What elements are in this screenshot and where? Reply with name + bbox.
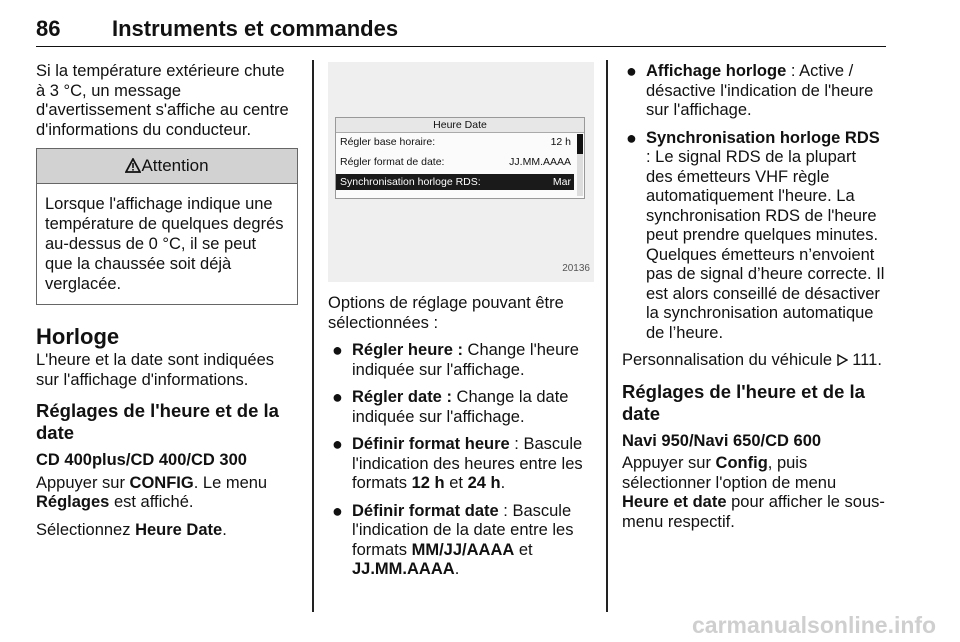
text: , puis sélectionner l'option de menu [622,454,837,492]
reglages-heading: Réglages de l'heure et de la date [36,400,279,443]
column-1 [36,62,298,548]
text: : Active / désactive l'indication de l'heure sur l'affichage. [646,62,874,119]
display-screen [335,117,585,199]
term: Synchronisation horloge RDS [646,128,880,147]
term: Définir format date [352,501,499,520]
scrollbar [577,134,583,196]
heure-date-term: Heure Date [135,520,223,539]
row-label: Régler format de date: [340,156,445,168]
text: Appuyer sur [36,473,130,492]
column-3 [622,62,886,540]
perso-paragraph [622,351,886,371]
bullet-icon: ● [626,127,637,148]
watermark: carmanualsonline.info [692,612,937,638]
reglages-heading: Réglages de l'heure et de la date [622,380,865,424]
page-number: 86 [36,16,61,41]
screen-figure [328,62,594,282]
text: Change la date indiquée sur l'affichage. [352,388,569,426]
navi-heading: Navi 950/Navi 650/CD 600 [622,431,822,450]
column-divider [312,60,314,612]
text: Appuyer sur [622,454,716,472]
list-item [328,502,594,580]
screen-row [336,134,574,150]
config-term: CONFIG [129,473,194,492]
text: . [454,560,460,578]
text: Sélectionnez [36,520,136,539]
text: . [500,474,506,492]
intro-paragraph: Si la température extérieure chute à 3 °C, un message d'avertissement s'affiche au centre d'informations du conducteur. [36,62,289,139]
attention-box [36,148,298,305]
term: Définir format heure [352,435,510,453]
term: Régler heure : [352,341,463,359]
bullet-icon: ● [332,500,343,521]
list-item [328,341,594,380]
term: Affichage horloge [646,62,787,80]
bullet-icon: ● [332,340,343,360]
reglages-term: Réglages [36,493,110,511]
term: MM/JJ/AAAA [411,540,515,559]
text: . [222,520,227,539]
horloge-paragraph: L'heure et la date sont indiquées sur l'affichage d'informations. [36,351,274,389]
column-divider [606,60,608,612]
bullet-icon: ● [626,61,637,81]
row-value: Mar [552,176,571,188]
screen-row-selected [336,174,574,190]
page-ref-arrow-icon [837,354,848,366]
warning-triangle-icon [125,158,141,173]
attention-header [37,149,297,184]
attention-title: Attention [141,156,209,175]
row-label: Synchronisation horloge RDS: [340,176,481,188]
text: Change l'heure indiquée sur l'affichage. [352,341,579,379]
scroll-thumb [577,134,583,154]
text: : Bascule l'indication de la date entre les formats [352,501,574,559]
navi-paragraph [622,454,886,532]
config-paragraph [36,474,298,513]
list-item [622,129,886,344]
cd-heading: CD 400plus/CD 400/CD 300 [36,451,247,469]
config-term: Config [715,454,768,472]
term: JJ.MM.AAAA [352,560,455,578]
term: Régler date : [352,388,452,406]
text: et [514,540,533,559]
text: et [444,474,468,492]
page-header [36,8,886,47]
bullet-icon: ● [332,387,343,407]
text: pour afficher le sous-menu respectif. [622,493,885,531]
page-reference[interactable]: 111. [852,351,882,369]
options-intro: Options de réglage pouvant être sélectionnées : [328,294,564,332]
text: Personnalisation du véhicule [622,351,837,369]
screen-title: Heure Date [336,118,584,133]
heure-date-term: Heure et date [622,493,727,511]
attention-text: Lorsque l'affichage indique une température de quelques degrés au-dessus de 0 °C, il se peut que la chaussée soit déjà verglacée. [45,195,284,293]
text: : Le signal RDS de la plupart des émetteurs VHF règle automatiquement l'heure. La synchronisation RDS de l'heure peut prendre quelques minutes. Quelques émetteurs n’envoient pas de signal d’heure correcte. Il est alors conseillé de désactiver la synchronisation automatique de l’heure. [646,148,885,342]
page-title: Instruments et commandes [112,16,399,41]
text: : Bascule l'indication des heures entre les formats [352,435,583,492]
bullet-icon: ● [332,434,343,454]
figure-number: 20136 [562,262,590,274]
horloge-heading: Horloge [36,324,120,349]
screen-row [336,154,574,170]
column-2 [328,62,594,588]
term: 24 h [467,474,501,492]
text: est affiché. [109,493,194,511]
term: 12 h [411,474,445,492]
list-item [622,62,886,121]
list-item [328,435,594,494]
row-value: JJ.MM.AAAA [509,156,571,168]
select-paragraph [36,521,298,541]
list-item [328,388,594,427]
row-value: 12 h [550,136,571,148]
text: . Le menu [193,473,268,492]
row-label: Régler base horaire: [340,136,436,148]
